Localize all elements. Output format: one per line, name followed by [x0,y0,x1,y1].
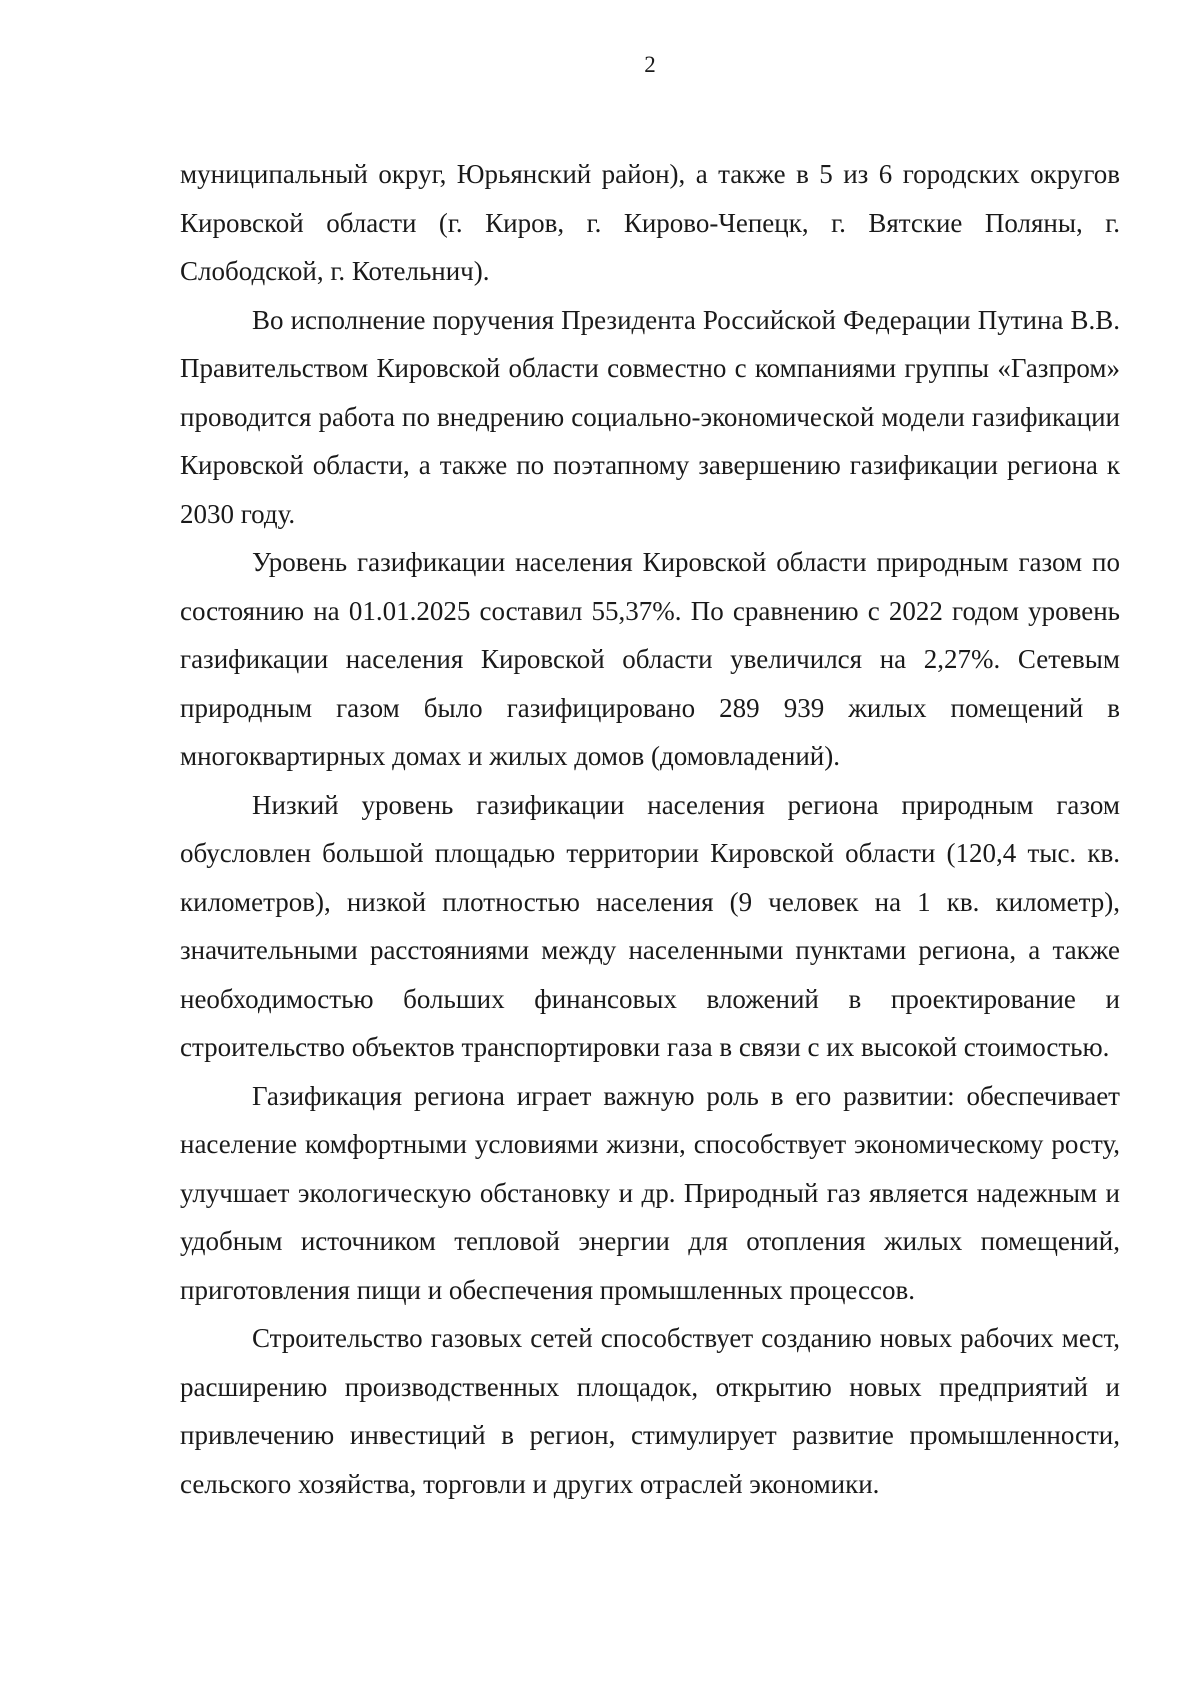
paragraph-continuation: муниципальный округ, Юрьянский район), а также в 5 из 6 городских округов Кировской области (г. Киров, г. Кирово-Чепецк, г. Вятские Поляны, г. Слободской, г. Котельнич). [180,159,1120,286]
paragraph-gasification-role: Газификация региона играет важную роль в его развитии: обеспечивает население комфортными условиями жизни, способствует экономическому росту, улучшает экологическую обстановку и др. Природный газ является надежным и удобным источником тепловой энергии для отопления жилых помещений, приготовления пищи и обеспечения промышленных процессов. [180,1080,1120,1305]
page-number: 2 [644,52,656,77]
paragraph-gazprom-program: Во исполнение поручения Президента Российской Федерации Путина В.В. Правительством Кировской области совместно с компаниями группы «Газпром» проводится работа по внедрению социально-экономической модели газификации Кировской области, а также по поэтапному завершению газификации региона к 2030 году. [180,304,1120,529]
paragraph-gas-networks-construction: Строительство газовых сетей способствует созданию новых рабочих мест, расширению производственных площадок, открытию новых предприятий и привлечению инвестиций в регион, стимулирует развитие промышленности, сельского хозяйства, торговли и других отраслей экономики. [180,1323,1120,1499]
paragraph-gasification-level: Уровень газификации населения Кировской области природным газом по состоянию на 01.01.2025 составил 55,37%. По сравнению с 2022 годом уровень газификации населения Кировской области увеличился на 2,27%. Сетевым природным газом было газифицировано 289 939 жилых помещений в многоквартирных домах и жилых домов (домовладений). [180,547,1120,771]
document-body [180,150,1120,1508]
paragraph-low-gasification-reasons: Низкий уровень газификации населения региона природным газом обусловлен большой площадью территории Кировской области (120,4 тыс. кв. километров), низкой плотностью населения (9 человек на 1 кв. километр), значительными расстояниями между населенными пунктами региона, а также необходимостью больших финансовых вложений в проектирование и строительство объектов транспортировки газа в связи с их высокой стоимостью. [180,789,1120,1062]
